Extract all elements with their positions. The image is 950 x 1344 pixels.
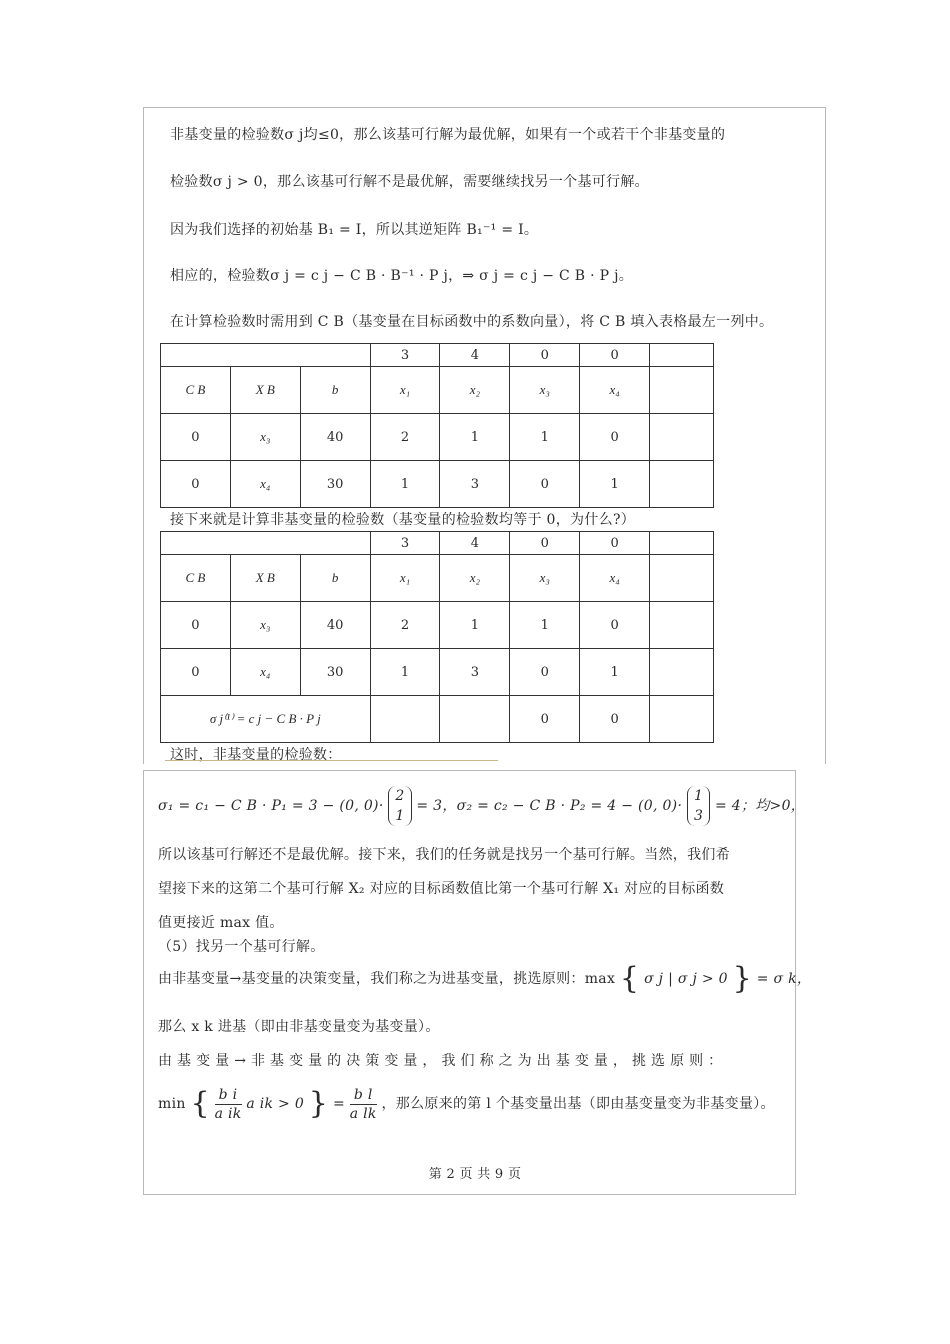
sigma-cell: 0 [510,696,580,743]
table-cell: 1 [370,649,440,696]
header-cell: b [300,367,370,414]
entering-rule [158,961,812,996]
rule-text: ，那么原来的第 l 个基变量出基（即由基变量变为非基变量）。 [381,1096,775,1112]
table-cell: 2 [370,602,440,649]
table-cell: 3 [440,649,510,696]
text-line: 那么 x k 进基（即由非基变量变为基变量）。 [158,1019,440,1035]
brace-close: } [732,961,752,996]
header-cell: X B [230,367,300,414]
text-line: 相应的，检验数σ j = c j − C B · B⁻¹ · P j，⇒ σ j = c j − C B · P j。 [170,268,634,284]
table-cell: 1 [440,602,510,649]
vector-entry: 1 [395,808,405,824]
header-cell: x₄ [580,555,650,602]
header-cell: C B [161,555,231,602]
equation-part: = 4；均>0， [714,798,806,814]
sigma-cell [440,696,510,743]
divider [165,760,498,761]
cost-cell: 0 [580,344,650,367]
rule-condition: σ j | σ j > 0 [644,971,728,987]
table-cell: x₃ [230,602,300,649]
table-blank-cell [161,532,371,555]
cost-cell: 4 [440,532,510,555]
table-cell: x₄ [230,461,300,508]
table-cell: 0 [510,649,580,696]
table-blank-cell [650,555,714,602]
rule-result: = σ k， [756,971,812,987]
text-line: 望接下来的这第二个基可行解 X₂ 对应的目标函数值比第一个基可行解 X₁ 对应的目标函数 [158,881,725,897]
simplex-table-1 [160,343,714,508]
vector-entry: 1 [693,788,704,804]
text-line: 值更接近 max 值。 [158,915,284,931]
fraction-denominator: a lk [349,1105,377,1122]
cost-cell: 3 [370,344,440,367]
header-cell: x₁ [370,555,440,602]
table-blank-cell [650,696,714,743]
header-cell: x₃ [510,367,580,414]
fraction-numerator: b l [350,1086,377,1105]
cost-cell: 0 [580,532,650,555]
table-blank-cell [650,649,714,696]
text-line: 因为我们选择的初始基 B₁ = I，所以其逆矩阵 B₁⁻¹ = I。 [170,222,539,238]
rule-text: 由非基变量→基变量的决策变量，我们称之为进基变量，挑选原则：max [158,971,616,987]
table-cell: 30 [300,461,370,508]
table-cell: 1 [370,461,440,508]
table-blank-cell [650,367,714,414]
header-cell: x₂ [440,555,510,602]
header-cell: x₂ [440,367,510,414]
table-cell: 0 [510,461,580,508]
text-line: 检验数σ j > 0，那么该基可行解不是最优解，需要继续找另一个基可行解。 [170,174,649,190]
vector-entry: 3 [693,808,704,824]
brace-open: { [190,1086,210,1121]
table-blank-cell [650,461,714,508]
fraction [350,1086,377,1123]
fraction-numerator: b i [215,1086,242,1105]
sigma-cell: 0 [580,696,650,743]
table-cell: 1 [510,414,580,461]
fraction [215,1086,242,1123]
text-line: 在计算检验数时需用到 C B（基变量在目标函数中的系数向量），将 C B 填入表格最左一列中。 [170,314,774,330]
sigma-label-cell: σ j⁽¹⁾ = c j − C B · P j [161,696,371,743]
equation-part: σ₁ = c₁ − C B · P₁ = 3 − (0, 0)· [158,798,384,814]
header-cell: X B [230,555,300,602]
cost-cell: 4 [440,344,510,367]
table-blank-cell [650,602,714,649]
page-footer: 第 2 页 共 9 页 [428,1167,522,1182]
equals-sign: = [332,1096,345,1112]
header-cell: C B [161,367,231,414]
equation-part: = 3，σ₂ = c₂ − C B · P₂ = 4 − (0, 0)· [416,798,683,814]
text-line: （5）找另一个基可行解。 [158,939,325,955]
table-blank-cell [650,414,714,461]
table-cell: 0 [580,602,650,649]
leaving-rule [158,1082,775,1126]
table-cell: 3 [440,461,510,508]
table-cell: 2 [370,414,440,461]
cost-cell: 0 [510,344,580,367]
text-line: 这时，非基变量的检验数： [170,747,342,763]
simplex-table-2 [160,531,714,743]
table-blank-cell [650,532,714,555]
sigma-equation [158,786,805,826]
rule-condition: a ik > 0 [246,1096,305,1112]
header-cell: x₄ [580,367,650,414]
table-blank-cell [161,344,371,367]
column-vector [687,786,710,826]
text-line: 所以该基可行解还不是最优解。接下来，我们的任务就是找另一个基可行解。当然，我们希 [158,847,730,863]
table-blank-cell [650,344,714,367]
sigma-cell [370,696,440,743]
table-cell: 40 [300,414,370,461]
table-cell: 1 [580,461,650,508]
vector-entry: 2 [395,788,405,804]
fraction-denominator: a ik [214,1105,242,1122]
brace-close: } [308,1086,329,1121]
header-cell: x₃ [510,555,580,602]
table-cell: 40 [300,602,370,649]
table-cell: 0 [161,602,231,649]
table-cell: x₃ [230,414,300,461]
header-cell: x₁ [370,367,440,414]
table-cell: 1 [580,649,650,696]
text-line: 接下来就是计算非基变量的检验数（基变量的检验数均等于 0，为什么?） [170,512,636,528]
table-cell: 0 [161,461,231,508]
text-line: 由 基 变 量 → 非 基 变 量 的 决 策 变 量 ， 我 们 称 之 为 出 基 变 量 ， 挑 选 原 则 ： [158,1053,723,1069]
brace-open: { [619,961,640,996]
table-cell: 30 [300,649,370,696]
table-cell: 0 [580,414,650,461]
text-line: 非基变量的检验数σ j均≤0，那么该基可行解为最优解，如果有一个或若干个非基变量的 [170,127,726,143]
cost-cell: 3 [370,532,440,555]
column-vector [388,786,411,826]
header-cell: b [300,555,370,602]
table-cell: 0 [161,414,231,461]
min-label: min [158,1096,186,1112]
table-cell: x₄ [230,649,300,696]
cost-cell: 0 [510,532,580,555]
table-cell: 1 [440,414,510,461]
table-cell: 0 [161,649,231,696]
table-cell: 1 [510,602,580,649]
